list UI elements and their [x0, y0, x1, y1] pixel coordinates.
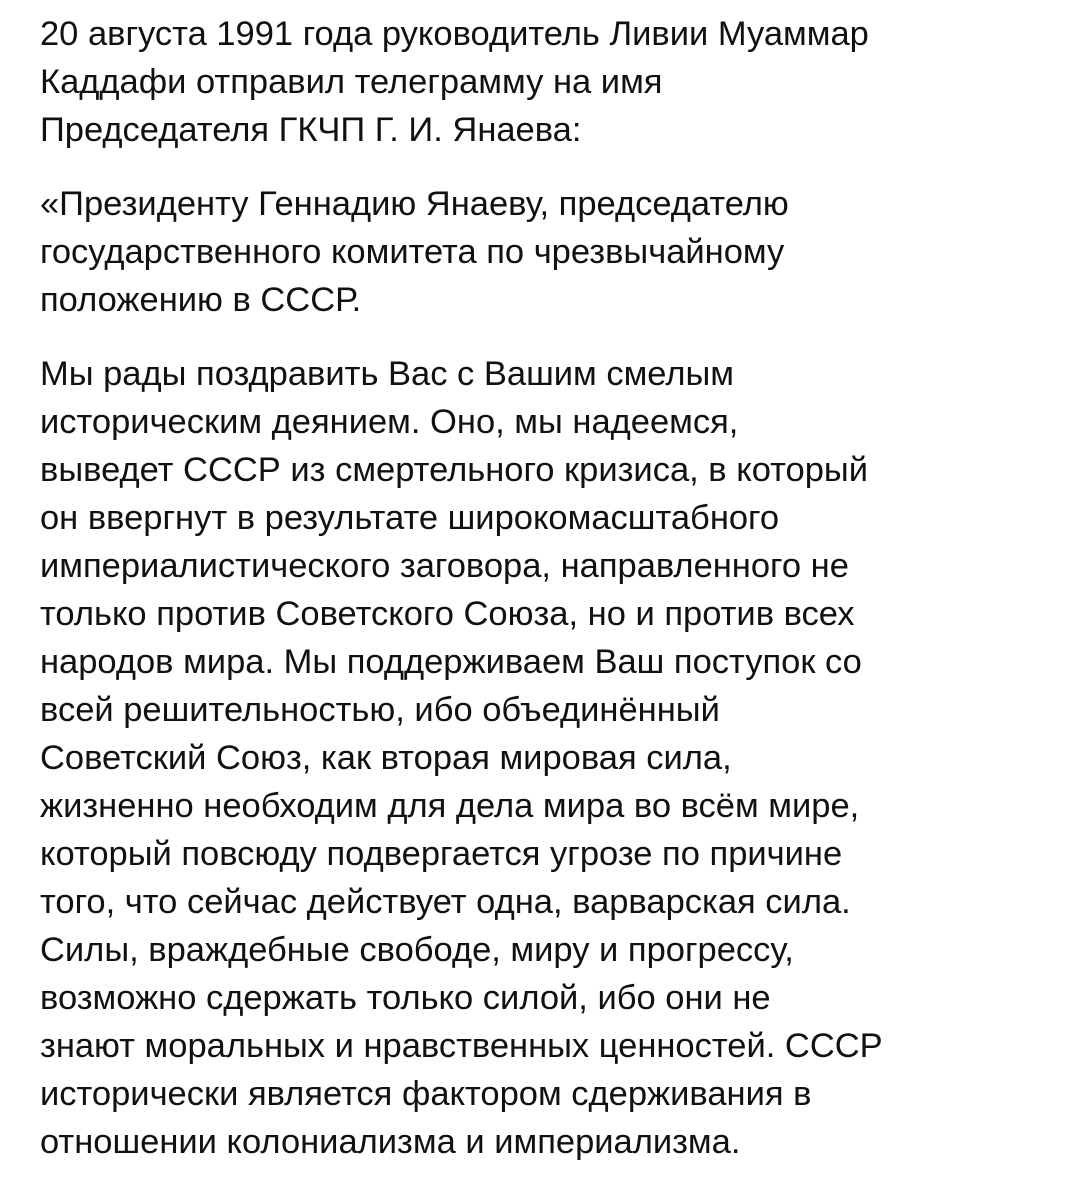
text-line: Советский Союз, как вторая мировая сила,	[40, 739, 732, 777]
text-line: который повсюду подвергается угрозе по причине	[40, 835, 843, 873]
text-line: жизненно необходим для дела мира во всём мире,	[40, 787, 860, 825]
text-line: знают моральных и нравственных ценностей. СССР	[40, 1027, 883, 1065]
text-line: положению в СССР.	[40, 281, 362, 319]
text-line: того, что сейчас действует одна, варварская сила.	[40, 883, 851, 921]
text-line: Каддафи отправил телеграмму на имя	[40, 63, 663, 101]
paragraph-spacer	[40, 154, 1050, 180]
text-line: народов мира. Мы поддерживаем Ваш поступок со	[40, 643, 862, 681]
text-line: возможно сдержать только силой, ибо они не	[40, 979, 771, 1017]
intro-paragraph	[40, 10, 1050, 154]
text-line: «Президенту Геннадию Янаеву, председателю	[40, 185, 789, 223]
text-line: отношении колониализма и империализма.	[40, 1123, 741, 1161]
text-line: 20 августа 1991 года руководитель Ливии Муаммар	[40, 15, 869, 53]
text-line: историческим деянием. Оно, мы надеемся,	[40, 403, 739, 441]
text-line: Силы, враждебные свободе, миру и прогрессу,	[40, 931, 794, 969]
document-text	[40, 10, 1050, 1166]
text-line: он ввергнут в результате широкомасштабного	[40, 499, 780, 537]
text-line: Председателя ГКЧП Г. И. Янаева:	[40, 111, 582, 149]
telegram-body-paragraph	[40, 350, 1050, 1166]
text-line: Мы рады поздравить Вас с Вашим смелым	[40, 355, 734, 393]
text-line: государственного комитета по чрезвычайному	[40, 233, 785, 271]
text-line: выведет СССР из смертельного кризиса, в который	[40, 451, 868, 489]
text-line: только против Советского Союза, но и против всех	[40, 595, 855, 633]
text-line: империалистического заговора, направленного не	[40, 547, 849, 585]
paragraph-spacer	[40, 324, 1050, 350]
text-line: исторически является фактором сдерживания в	[40, 1075, 812, 1113]
telegram-address-paragraph	[40, 180, 1050, 324]
text-line: всей решительностью, ибо объединённый	[40, 691, 720, 729]
